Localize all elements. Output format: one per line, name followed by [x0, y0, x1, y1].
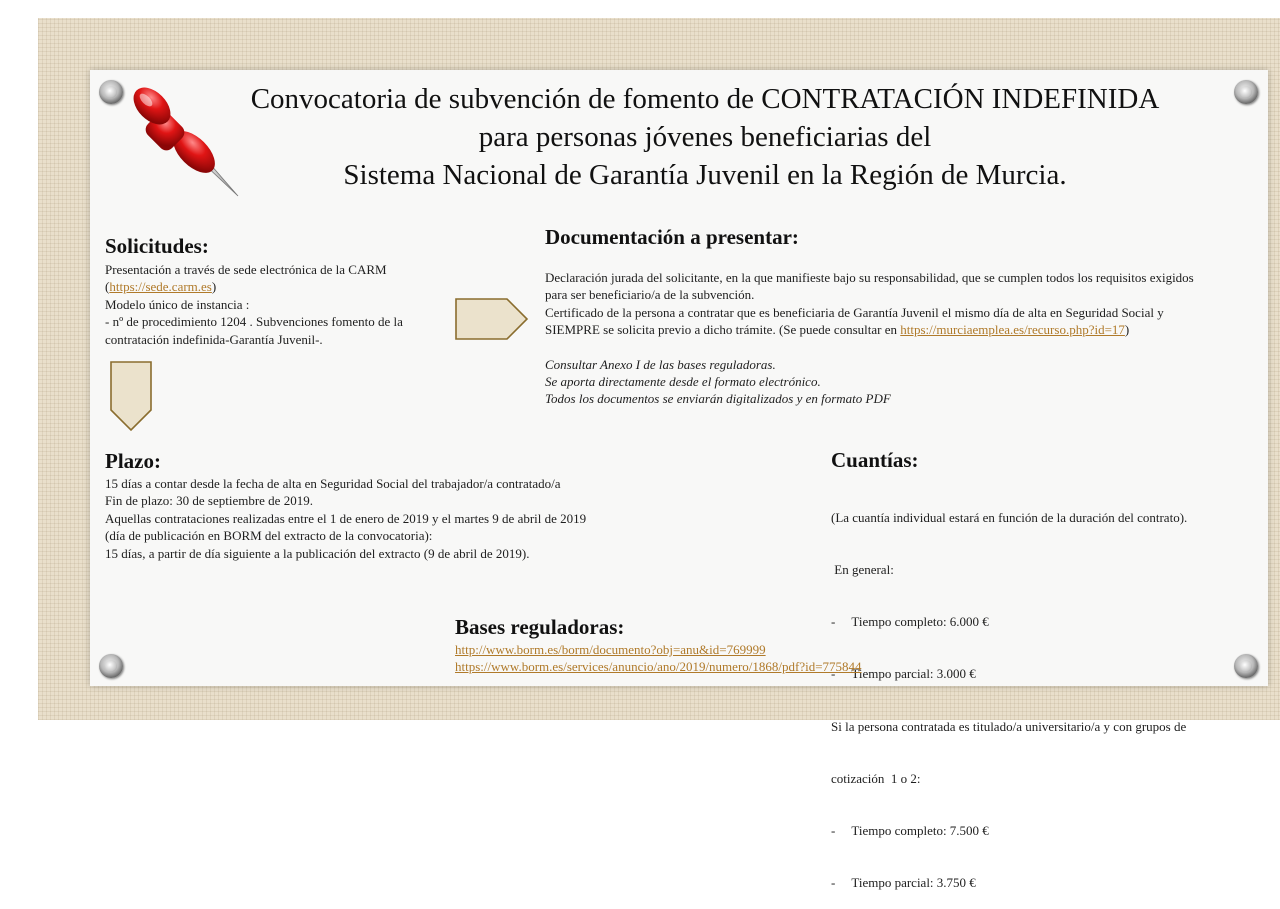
solicitudes-line: Modelo único de instancia :: [105, 296, 250, 312]
plazo-body: [105, 475, 725, 562]
plazo-heading: Plazo:: [105, 449, 161, 473]
documentacion-note: Se aporta directamente desde el formato electrónico.: [545, 374, 821, 390]
documentacion-note: Todos los documentos se enviarán digitalizados y en formato PDF: [545, 391, 891, 407]
cuantias-line: - Tiempo completo: 6.000 €: [831, 614, 989, 630]
cuantias-line: - Tiempo parcial: 3.750 €: [831, 875, 976, 891]
solicitudes-link-line: [105, 278, 450, 295]
borm-link-1[interactable]: http://www.borm.es/borm/documento?obj=anu&id=769999: [455, 642, 766, 657]
documentacion-heading: Documentación a presentar:: [545, 225, 799, 249]
solicitudes-line: - nº de procedimiento 1204 . Subvenciones fomento de la: [105, 314, 403, 330]
plazo-line: 15 días a contar desde la fecha de alta en Seguridad Social del trabajador/a contratado/a: [105, 476, 561, 491]
documentacion-body: [545, 269, 1255, 408]
title-line-1: Convocatoria de subvención de fomento de CONTRATACIÓN INDEFINIDA: [250, 83, 1160, 115]
documentacion-link-line: [545, 321, 1255, 338]
arrow-down-icon: [109, 360, 155, 434]
bases-body: [455, 641, 975, 676]
documentacion-line: Certificado de la persona a contratar que es beneficiaria de Garantía Juvenil el mismo día de alta en Seguridad Social y: [545, 304, 1164, 320]
documentacion-line: Declaración jurada del solicitante, en la que manifieste bajo su responsabilidad, que se cumplen todos los requisitos exigidos: [545, 270, 1194, 285]
documentacion-line: para ser beneficiario/a de la subvención.: [545, 287, 755, 303]
plazo-line: 15 días, a partir de día siguiente a la publicación del extracto (9 de abril de 2019).: [105, 545, 530, 561]
bases-heading: Bases reguladoras:: [455, 615, 625, 639]
plazo-line: Fin de plazo: 30 de septiembre de 2019.: [105, 493, 313, 509]
murciaemplea-link[interactable]: https://murciaemplea.es/recurso.php?id=17: [900, 322, 1125, 338]
title-line-3: Sistema Nacional de Garantía Juvenil en la Región de Murcia.: [343, 159, 1067, 191]
title-line-2: para personas jóvenes beneficiarias del: [478, 121, 932, 153]
cuantias-body: [831, 474, 1261, 909]
solicitudes-line: Presentación a través de sede electrónica de la CARM: [105, 262, 387, 277]
paren-close: ): [211, 279, 217, 295]
solicitudes-heading: Solicitudes:: [105, 234, 209, 258]
cuantias-line: En general:: [831, 562, 894, 578]
plazo-line: (día de publicación en BORM del extracto de la convocatoria):: [105, 528, 433, 544]
cuantias-line: - Tiempo completo: 7.500 €: [831, 823, 989, 839]
borm-link-2[interactable]: https://www.borm.es/services/anuncio/ano/2019/numero/1868/pdf?id=775844: [455, 659, 862, 675]
page-title: [120, 80, 1280, 194]
cuantias-line: (La cuantía individual estará en función de la duración del contrato).: [831, 509, 1188, 525]
paren-open: (: [105, 279, 110, 295]
arrow-right-icon: [455, 298, 529, 342]
spacer: [545, 339, 1255, 356]
paren-close: ): [1124, 322, 1130, 338]
cuantias-line: Si la persona contratada es titulado/a universitario/a y con grupos de: [831, 718, 1187, 734]
cuantias-line: cotización 1 o 2:: [831, 770, 921, 786]
documentacion-text: SIEMPRE se solicita previo a dicho trámite. (Se puede consultar en: [545, 322, 901, 338]
solicitudes-line: contratación indefinida-Garantía Juvenil-.: [105, 331, 323, 347]
solicitudes-body: [105, 261, 450, 348]
sede-carm-link[interactable]: https://sede.carm.es: [109, 279, 212, 295]
documentacion-note: Consultar Anexo I de las bases reguladoras.: [545, 356, 776, 372]
cuantias-heading: Cuantías:: [831, 448, 919, 472]
cuantias-line: - Tiempo parcial: 3.000 €: [831, 666, 976, 682]
plazo-line: Aquellas contrataciones realizadas entre el 1 de enero de 2019 y el martes 9 de abril de 2019: [105, 510, 587, 526]
screw-icon: [99, 654, 123, 678]
